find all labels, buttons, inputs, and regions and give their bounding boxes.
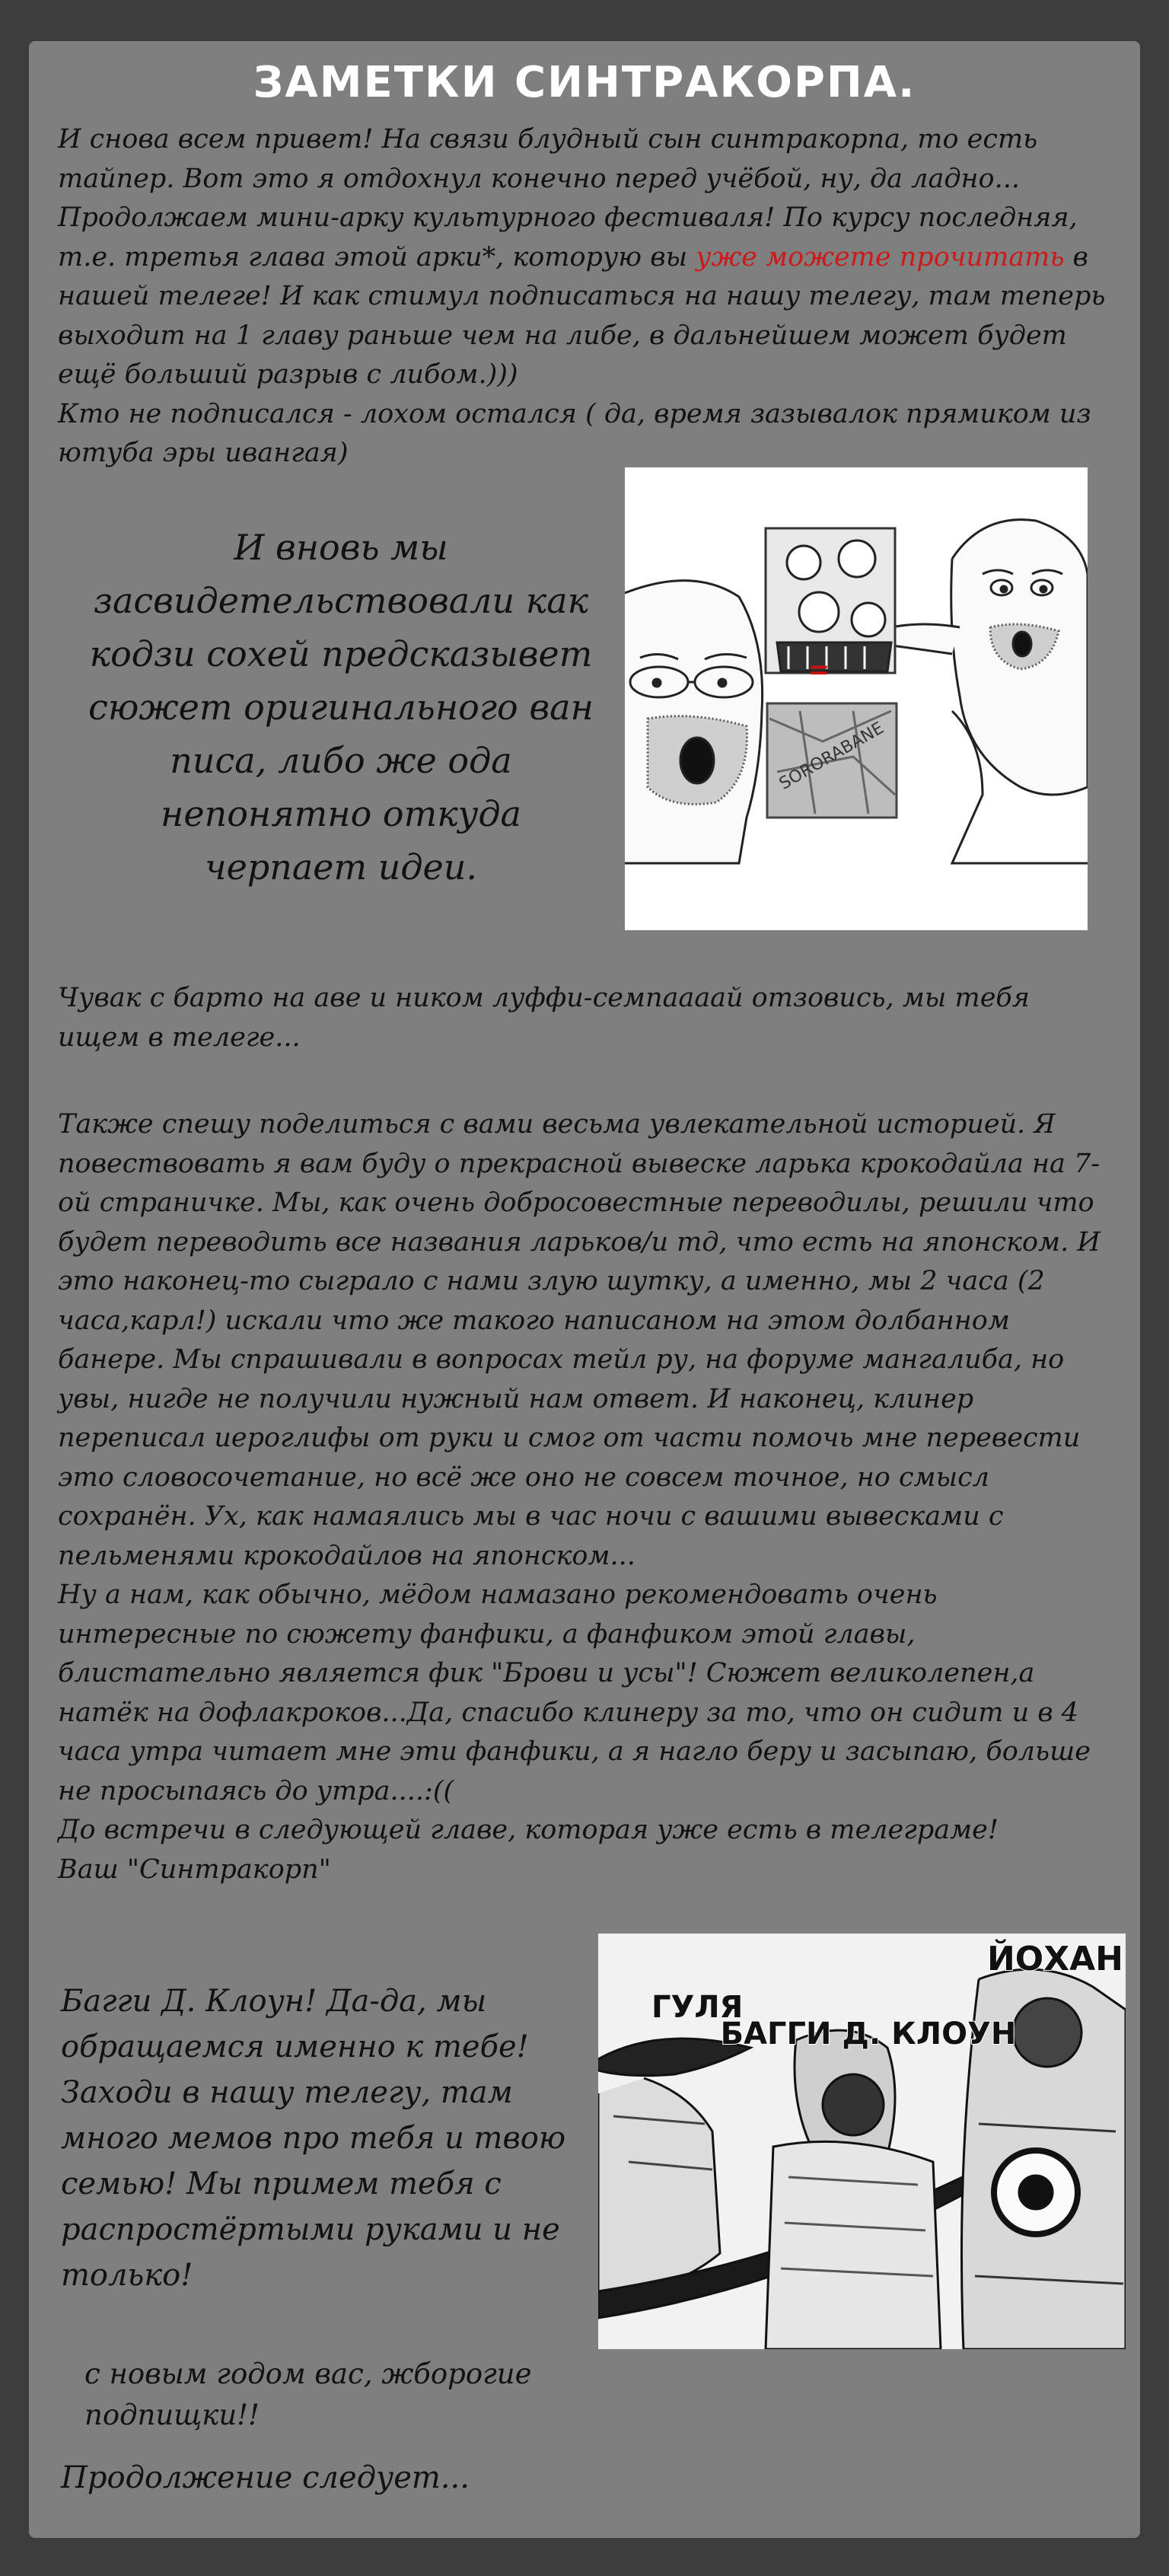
intro-text-after: в нашей телеге! И как стимул подписаться на нашу телегу, там теперь выходит на 1 главу раньше чем на либе, в дальнейшем может будет ещё больший разрыв с либом.))) Кто не подписался - лохом остался ( да, время зазывалок прямиком из ютуба эры ивангая) xyxy=(58,241,1106,468)
wojak-meme-drawing xyxy=(625,467,1088,930)
new-year-greeting: с новым годом вас, жборогие подпищки!! xyxy=(84,2358,532,2431)
page-title: ЗАМЕТКИ СИНТРАКОРПА. xyxy=(253,58,916,107)
call-out-paragraph: Чувак с барто на аве и ником луффи-семпаааай отзовись, мы тебя ищем в телеге... xyxy=(58,983,1030,1053)
wojak-meme-image xyxy=(625,467,1088,930)
meme-caption: И вновь мы засвидетельствовали как кодзи сохей предсказывет сюжет оригинального ван писа, либо же ода непонятно откуда черпает идеи. xyxy=(88,527,594,888)
manga-panel-drawing xyxy=(598,1934,1126,2349)
manga-label-right: ЙОХАН xyxy=(986,1940,1123,1978)
read-link[interactable]: уже можете прочитать xyxy=(696,241,1065,273)
intro-paragraph xyxy=(58,120,1112,473)
manga-panel-image xyxy=(598,1934,1126,2349)
intro-text-before: И снова всем привет! На связи блудный сын синтракорпа, то есть тайпер. Вот это я отдохнул конечно перед учёбой, ну, да ладно... Продолжаем мини-арку культурного фестиваля! По курсу последняя, т.е. третья глава этой арки*, которую вы xyxy=(58,124,1078,273)
story-paragraph: Также спешу поделиться с вами весьма увлекательной историей. Я повествовать я вам буду о прекрасной вывеске ларька крокодайла на 7-ой страничке. Мы, как очень добросовестные переводилы, решили что будет переводить все названия ларьков/и тд, что есть на японском. И это наконец-то сыграло с нами злую шутку, а именно, мы 2 часа (2 часа,карл!) искали что же такого написаном на этом долбанном банере. Мы спрашивали в вопросах тейл ру, на форуме мангалиба, но увы, нигде не получили нужный нам ответ. И наконец, клинер переписал иероглифы от руки и смог от части помочь мне перевести это словосочетание, но всё же оно не совсем точное, но смысл сохранён. Ух, как намаялись мы в час ночи с вашими вывесками с пельменями крокодайлов на японском... Ну а нам, как обычно, мёдом намазано рекомендовать очень интересные по сюжету фанфики, а фанфиком этой главы, блистательно является фик "Брови и усы"! Сюжет великолепен,а натёк на дофлакроков...Да, спасибо клинеру за то, что он сидит и в 4 часа утра читает мне эти фанфики, а я нагло беру и засыпаю, больше не просыпаясь до утра....:(( До встречи в следующей главе, которая уже есть в телеграме! Ваш "Синтракорп" xyxy=(58,1109,1101,1885)
buggy-paragraph: Багги Д. Клоун! Да-да, мы обращаемся именно к тебе! Заходи в нашу телегу, там много мемов про тебя и твою семью! Мы примем тебя с распростёртыми руками и не только! xyxy=(61,1984,566,2293)
meme-equals-sign: = xyxy=(807,655,830,685)
manga-label-center: БАГГИ Д. КЛОУН xyxy=(720,2016,1017,2052)
manga-label-left: ГУЛЯ xyxy=(651,1990,744,2025)
notes-panel xyxy=(29,41,1140,2538)
to-be-continued: Продолжение следует... xyxy=(61,2460,470,2495)
meme-stamp: SORORABANE xyxy=(776,719,887,794)
